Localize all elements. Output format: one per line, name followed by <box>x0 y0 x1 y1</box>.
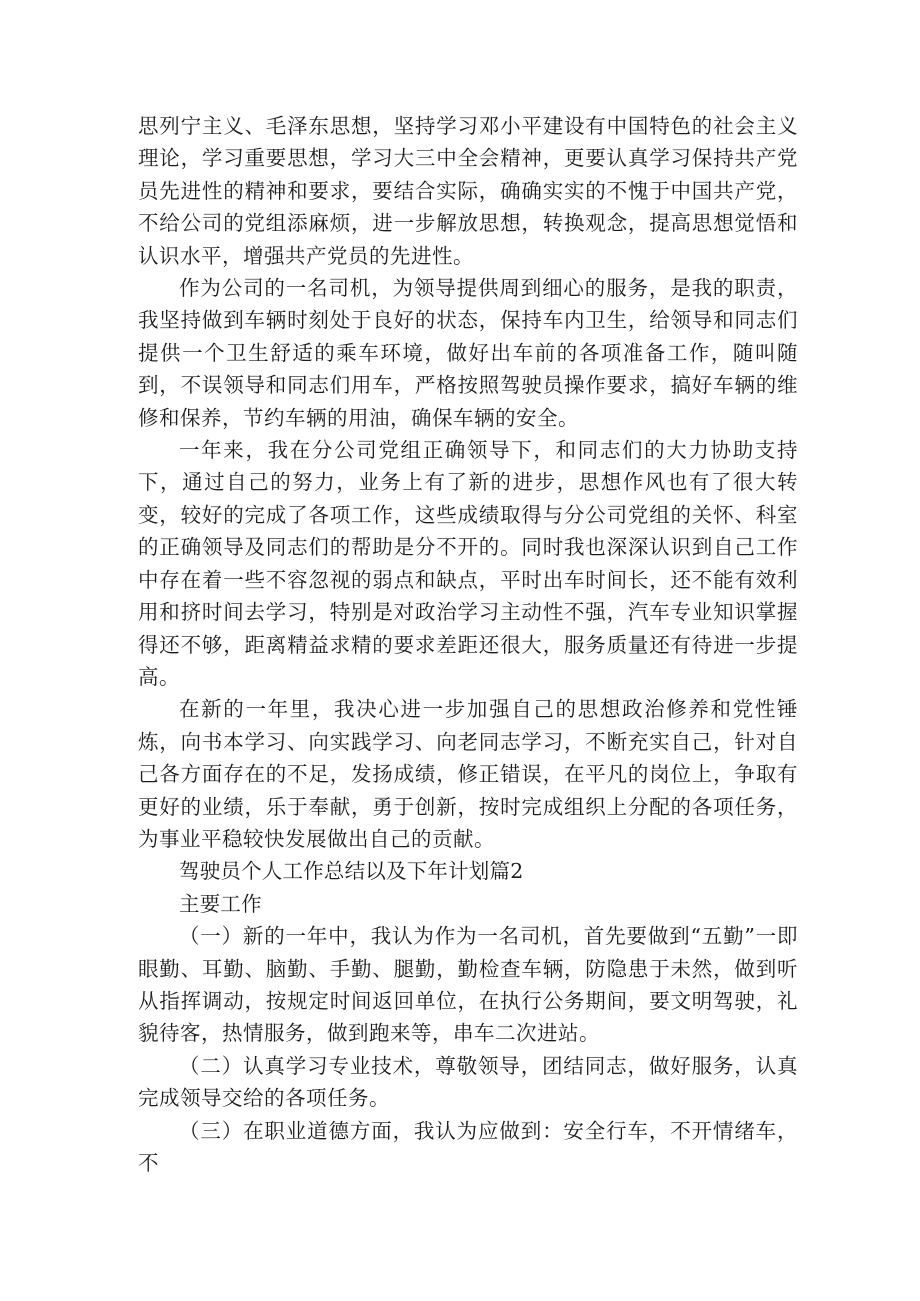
paragraph-new-year-resolve: 在新的一年里，我决心进一步加强自己的思想政治修养和党性锤炼，向书本学习、向实践学习、向老同志学习，不断充实自己，针对自己各方面存在的不足，发扬成绩，修正错误，在平凡的岗位上，争取有更好的业绩，乐于奉献，勇于创新，按时完成组织上分配的各项任务，为事业平稳较快发展做出自己的贡献。 <box>138 697 798 851</box>
section-title: 驾驶员个人工作总结以及下年计划篇2 <box>179 859 524 884</box>
paragraph-driver-duty: 作为公司的一名司机，为领导提供周到细心的服务，是我的职责，我坚持做到车辆时刻处于良好的状态，保持车内卫生，给领导和同志们提供一个卫生舒适的乘车环境，做好出车前的各项准备工作，随叫随到，不误领导和同志们用车，严格按照驾驶员操作要求，搞好车辆的维修和保养，节约车辆的用油，确保车辆的安全。 <box>138 276 798 430</box>
paragraph-year-review: 一年来，我在分公司党组正确领导下，和同志们的大力协助支持下，通过自己的努力，业务上有了新的进步，思想作风也有了很大转变，较好的完成了各项工作，这些成绩取得与分公司党组的关怀、科室的正确领导及同志们的帮助是分不开的。同时我也深深认识到自己工作中存在着一些不容忽视的弱点和缺点，平时出车时间长，还不能有效利用和挤时间去学习，特别是对政治学习主动性不强，汽车专业知识掌握得还不够，距离精益求精的要求差距还很大，服务质量还有待进一步提高。 <box>138 438 798 689</box>
paragraph-continued: 思列宁主义、毛泽东思想，坚持学习邓小平建设有中国特色的社会主义理论，学习重要思想，学习大三中全会精神，更要认真学习保持共产党员先进性的精神和要求，要结合实际，确确实实的不愧于中国共产党，不给公司的党组添麻烦，进一步解放思想，转换观念，提高思想觉悟和认识水平，增强共产党员的先进性。 <box>138 114 798 268</box>
paragraph-item-1: （一）新的一年中，我认为作为一名司机，首先要做到“五勤”一即眼勤、耳勤、脑勤、手勤、腿勤，勤检查车辆，防隐患于未然，做到听从指挥调动，按规定时间返回单位，在执行公务期间，要文明驾驶，礼貌待客，热情服务，做到跑来等，串车二次进站。 <box>138 924 798 1046</box>
subsection-title: 主要工作 <box>179 891 262 916</box>
document-body <box>138 110 798 1179</box>
paragraph-item-2: （二）认真学习专业技术，尊敬领导，团结同志，做好服务，认真完成领导交给的各项任务。 <box>138 1053 798 1111</box>
paragraph-item-3: （三）在职业道德方面，我认为应做到：安全行车，不开情绪车，不 <box>138 1118 798 1175</box>
